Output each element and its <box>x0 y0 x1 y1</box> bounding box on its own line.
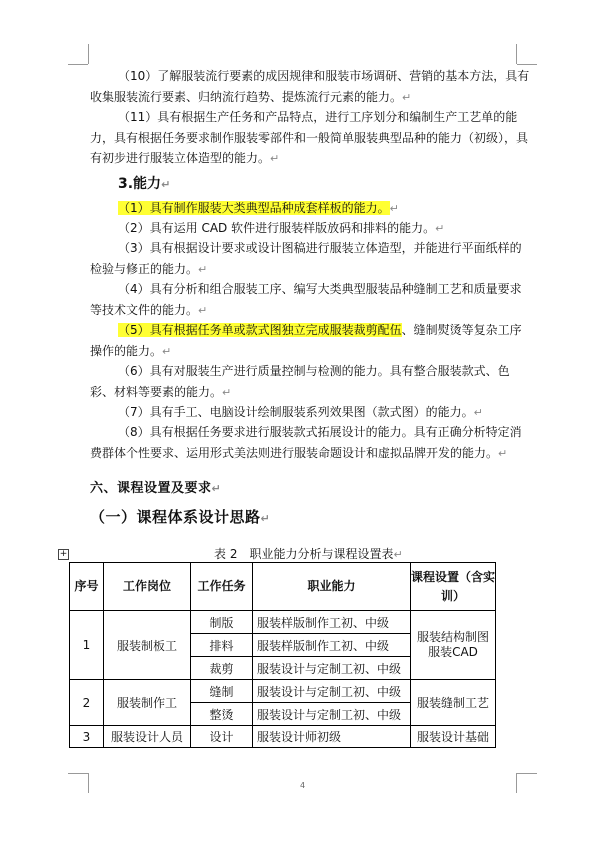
ability-item-3-text: （3）具有根据设计要求或设计图稿进行服装立体造型，并能进行平面纸样的检验与修正的能力。 <box>90 241 522 276</box>
paragraph-mark-icon: ↵ <box>498 446 508 460</box>
crop-mark-bottom-right <box>517 773 537 774</box>
cell-task: 缝制 <box>191 680 253 703</box>
header-ability: 职业能力 <box>253 563 411 611</box>
header-task: 工作任务 <box>191 563 253 611</box>
highlighted-text: （1）具有制作服装大类典型品种成套样板的能力。 <box>118 201 390 215</box>
table-caption <box>214 545 403 562</box>
cell-task: 制版 <box>191 611 253 634</box>
table-row <box>70 680 496 703</box>
section-heading-ability <box>118 173 170 193</box>
heading-text: 六、课程设置及要求 <box>90 481 212 496</box>
paragraph-mark-icon: ↵ <box>473 406 483 419</box>
cell-ability: 服装设计与定制工初、中级 <box>253 680 411 703</box>
table-row <box>70 726 496 748</box>
paragraph-mark-icon: ↵ <box>393 548 403 561</box>
cell-ability: 服装样版制作工初、中级 <box>253 634 411 657</box>
crop-mark-top-right <box>517 64 537 65</box>
cell-post: 服装制板工 <box>104 611 191 680</box>
header-course: 课程设置（含实训） <box>411 563 496 611</box>
crop-mark-bottom-right <box>516 773 517 793</box>
ability-course-table <box>69 562 496 748</box>
section-heading-course <box>90 477 221 496</box>
cell-post: 服装设计人员 <box>104 726 191 748</box>
cell-course: 服装结构制图 服装CAD <box>411 611 496 680</box>
cell-ability: 服装设计师初级 <box>253 726 411 748</box>
cell-task: 裁剪 <box>191 657 253 680</box>
caption-text: 表 2 职业能力分析与课程设置表 <box>214 547 394 561</box>
ability-item-6-text: （6）具有对服装生产进行质量控制与检测的能力。具有整合服装款式、色彩、材料等要素的能力。 <box>90 364 510 399</box>
table-row <box>70 611 496 634</box>
paragraph-mark-icon: ↵ <box>402 90 412 104</box>
paragraph-mark-icon: ↵ <box>435 222 445 235</box>
paragraph-10-text: （10）了解服装流行要素的成因规律和服装市场调研、营销的基本方法，具有收集服装流行要素、归纳流行趋势、提炼流行元素的能力。 <box>90 69 530 104</box>
crop-mark-bottom-left <box>88 773 89 793</box>
paragraph-mark-icon: ↵ <box>389 202 399 215</box>
ability-item-3 <box>90 238 530 280</box>
header-post: 工作岗位 <box>104 563 191 611</box>
cell-task: 排料 <box>191 634 253 657</box>
cell-course: 服装缝制工艺 <box>411 680 496 726</box>
ability-item-6 <box>90 361 530 403</box>
cell-ability: 服装设计与定制工初、中级 <box>253 657 411 680</box>
cell-ability: 服装样版制作工初、中级 <box>253 611 411 634</box>
cell-no: 2 <box>70 680 104 726</box>
paragraph-mark-icon: ↵ <box>198 262 208 276</box>
ability-item-4 <box>90 279 530 321</box>
paragraph-mark-icon: ↵ <box>198 303 208 317</box>
crop-mark-top-left <box>88 44 89 64</box>
paragraph-mark-icon: ↵ <box>270 152 280 165</box>
paragraph-11-text: （11）具有根据生产任务和产品特点，进行工序划分和编制生产工艺单的能力，具有根据任务要求制作服装零部件和一般简单服装典型品种的能力（初级），具有初步进行服装立体造型的能力。 <box>90 110 529 165</box>
cell-task: 整烫 <box>191 703 253 726</box>
cell-no: 1 <box>70 611 104 680</box>
paragraph-mark-icon: ↵ <box>162 344 172 358</box>
ability-item-7-text: （7）具有手工、电脑设计绘制服装系列效果图（款式图）的能力。 <box>118 405 474 419</box>
page-number: 4 <box>300 781 306 790</box>
highlighted-text: （5）具有根据任务单或款式图独立完成服装裁剪配伍 <box>118 323 402 337</box>
paragraph-mark-icon: ↵ <box>161 178 171 191</box>
cell-ability: 服装设计与定制工初、中级 <box>253 703 411 726</box>
heading-text: （一）课程体系设计思路 <box>90 508 261 526</box>
ability-item-8-text: （8）具有根据任务要求进行服装款式拓展设计的能力。具有正确分析特定消费群体个性要求、运用形式美法则进行服装命题设计和虚拟品牌开发的能力。 <box>90 425 522 460</box>
header-no: 序号 <box>70 563 104 611</box>
ability-item-2 <box>90 218 530 240</box>
ability-item-4-text: （4）具有分析和组合服装工序、编写大类典型服装品种缝制工艺和质量要求等技术文件的能力。 <box>90 282 522 317</box>
crop-mark-top-right <box>516 44 517 64</box>
crop-mark-bottom-left <box>68 773 88 774</box>
paragraph-mark-icon: ↵ <box>211 482 222 495</box>
paragraph-10 <box>90 66 530 108</box>
cell-task: 设计 <box>191 726 253 748</box>
paragraph-mark-icon: ↵ <box>260 512 271 525</box>
heading-text: 3.能力 <box>118 176 162 192</box>
cell-no: 3 <box>70 726 104 748</box>
ability-item-5-rest: 、缝制熨烫等复杂工序操作的能力。 <box>90 323 522 358</box>
ability-item-8 <box>90 422 530 464</box>
cell-post: 服装制作工 <box>104 680 191 726</box>
ability-item-1 <box>90 198 530 220</box>
table-header-row <box>70 563 496 611</box>
crop-mark-top-left <box>68 64 88 65</box>
subsection-heading-design <box>90 506 270 527</box>
table-move-handle-icon[interactable]: + <box>59 549 68 559</box>
paragraph-11 <box>90 107 530 170</box>
paragraph-mark-icon: ↵ <box>222 385 232 399</box>
ability-item-2-text: （2）具有运用 CAD 软件进行服装样版放码和排料的能力。 <box>118 221 436 235</box>
ability-item-5 <box>90 320 530 362</box>
ability-item-7 <box>90 402 530 424</box>
cell-course: 服装设计基础 <box>411 726 496 748</box>
